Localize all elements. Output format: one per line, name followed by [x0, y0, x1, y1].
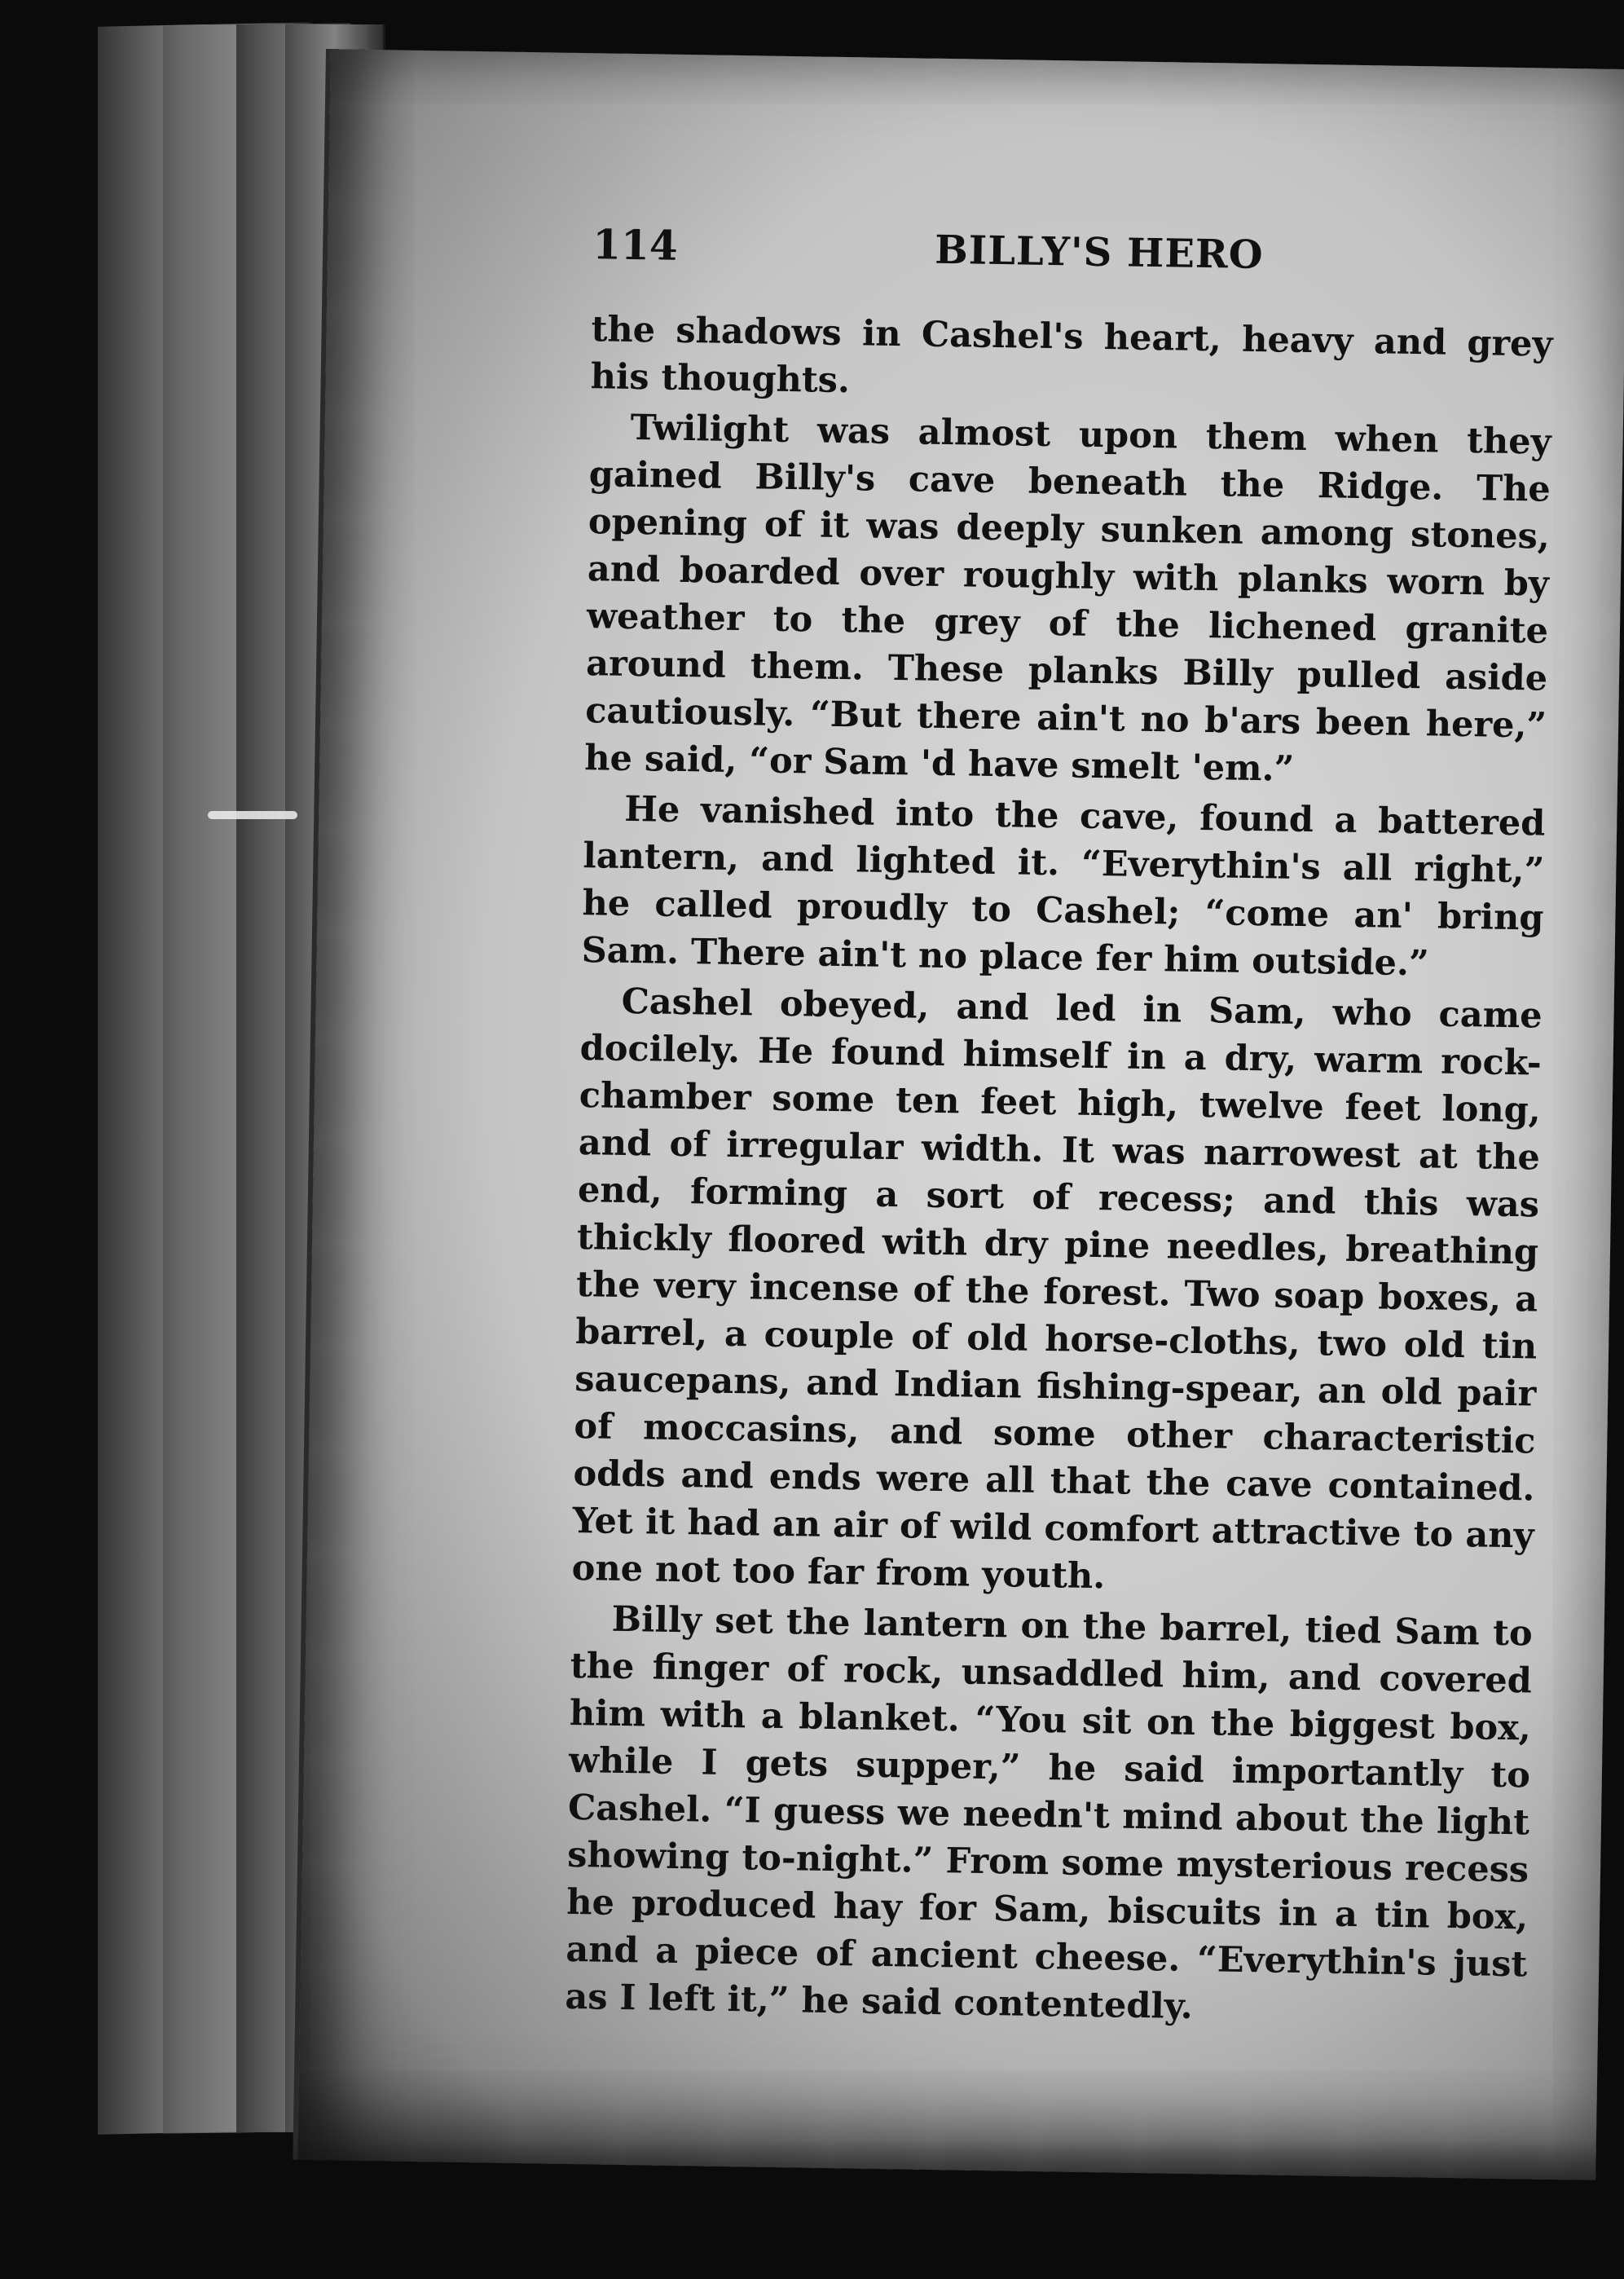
paragraph: Cashel obeyed, and led in Sam, who came docilely. He found himself in a dry, warm rock-chamber some ten feet high, twelve feet long, and of irregular width. It was narrowest at the end, forming a sort of recess; and this was thickly floored with dry pine needles, breathing the very incense of the forest. Two soap boxes, a barrel, a couple of old horse-cloths, two old tin saucepans, and Indian fishing-spear, an old pair of moccasins, and some other characteristic odds and ends were all that the cave contained. Yet it had an air of wild comfort attractive to any one not too far from youth. — [571, 981, 1543, 1598]
paragraph: Twilight was almost upon them when they gained Billy's cave beneath the Ridge. The opening of it was deeply sunken among stones, and boarded over roughly with planks worn by weather to the grey of the lichened granite around them. These planks Billy pulled aside cautiously. “But there ain't no b'ars been here,” he said, “or Sam 'd have smelt 'em.” — [583, 407, 1551, 790]
page-header — [592, 220, 1554, 301]
paragraph: He vanished into the cave, found a battered lantern, and lighted it. “Everythin's all right,” he called proudly to Cashel; “come an' bring Sam. There ain't no place fer him outside.” — [581, 788, 1546, 985]
page-number: 114 — [592, 220, 679, 270]
bottom-shadow — [0, 2140, 1624, 2279]
paragraph: the shadows in Cashel's heart, heavy and grey his thoughts. — [590, 309, 1553, 402]
body-text — [565, 306, 1553, 2039]
scan-artifact — [208, 811, 297, 819]
running-head: BILLY'S HERO — [934, 227, 1265, 279]
book-page — [293, 49, 1624, 2180]
paragraph: Billy set the lantern on the barrel, tied Sam to the finger of rock, unsaddled him, and covered him with a blanket. “You sit on the biggest box, while I gets supper,” he said importantly to Cashel. “I guess we needn't mind about the light showing to-night.” From some mysterious recess he produced hay for Sam, biscuits in a tin box, and a piece of ancient cheese. “Everythin's just as I left it,” he said contentedly. — [565, 1598, 1534, 2028]
